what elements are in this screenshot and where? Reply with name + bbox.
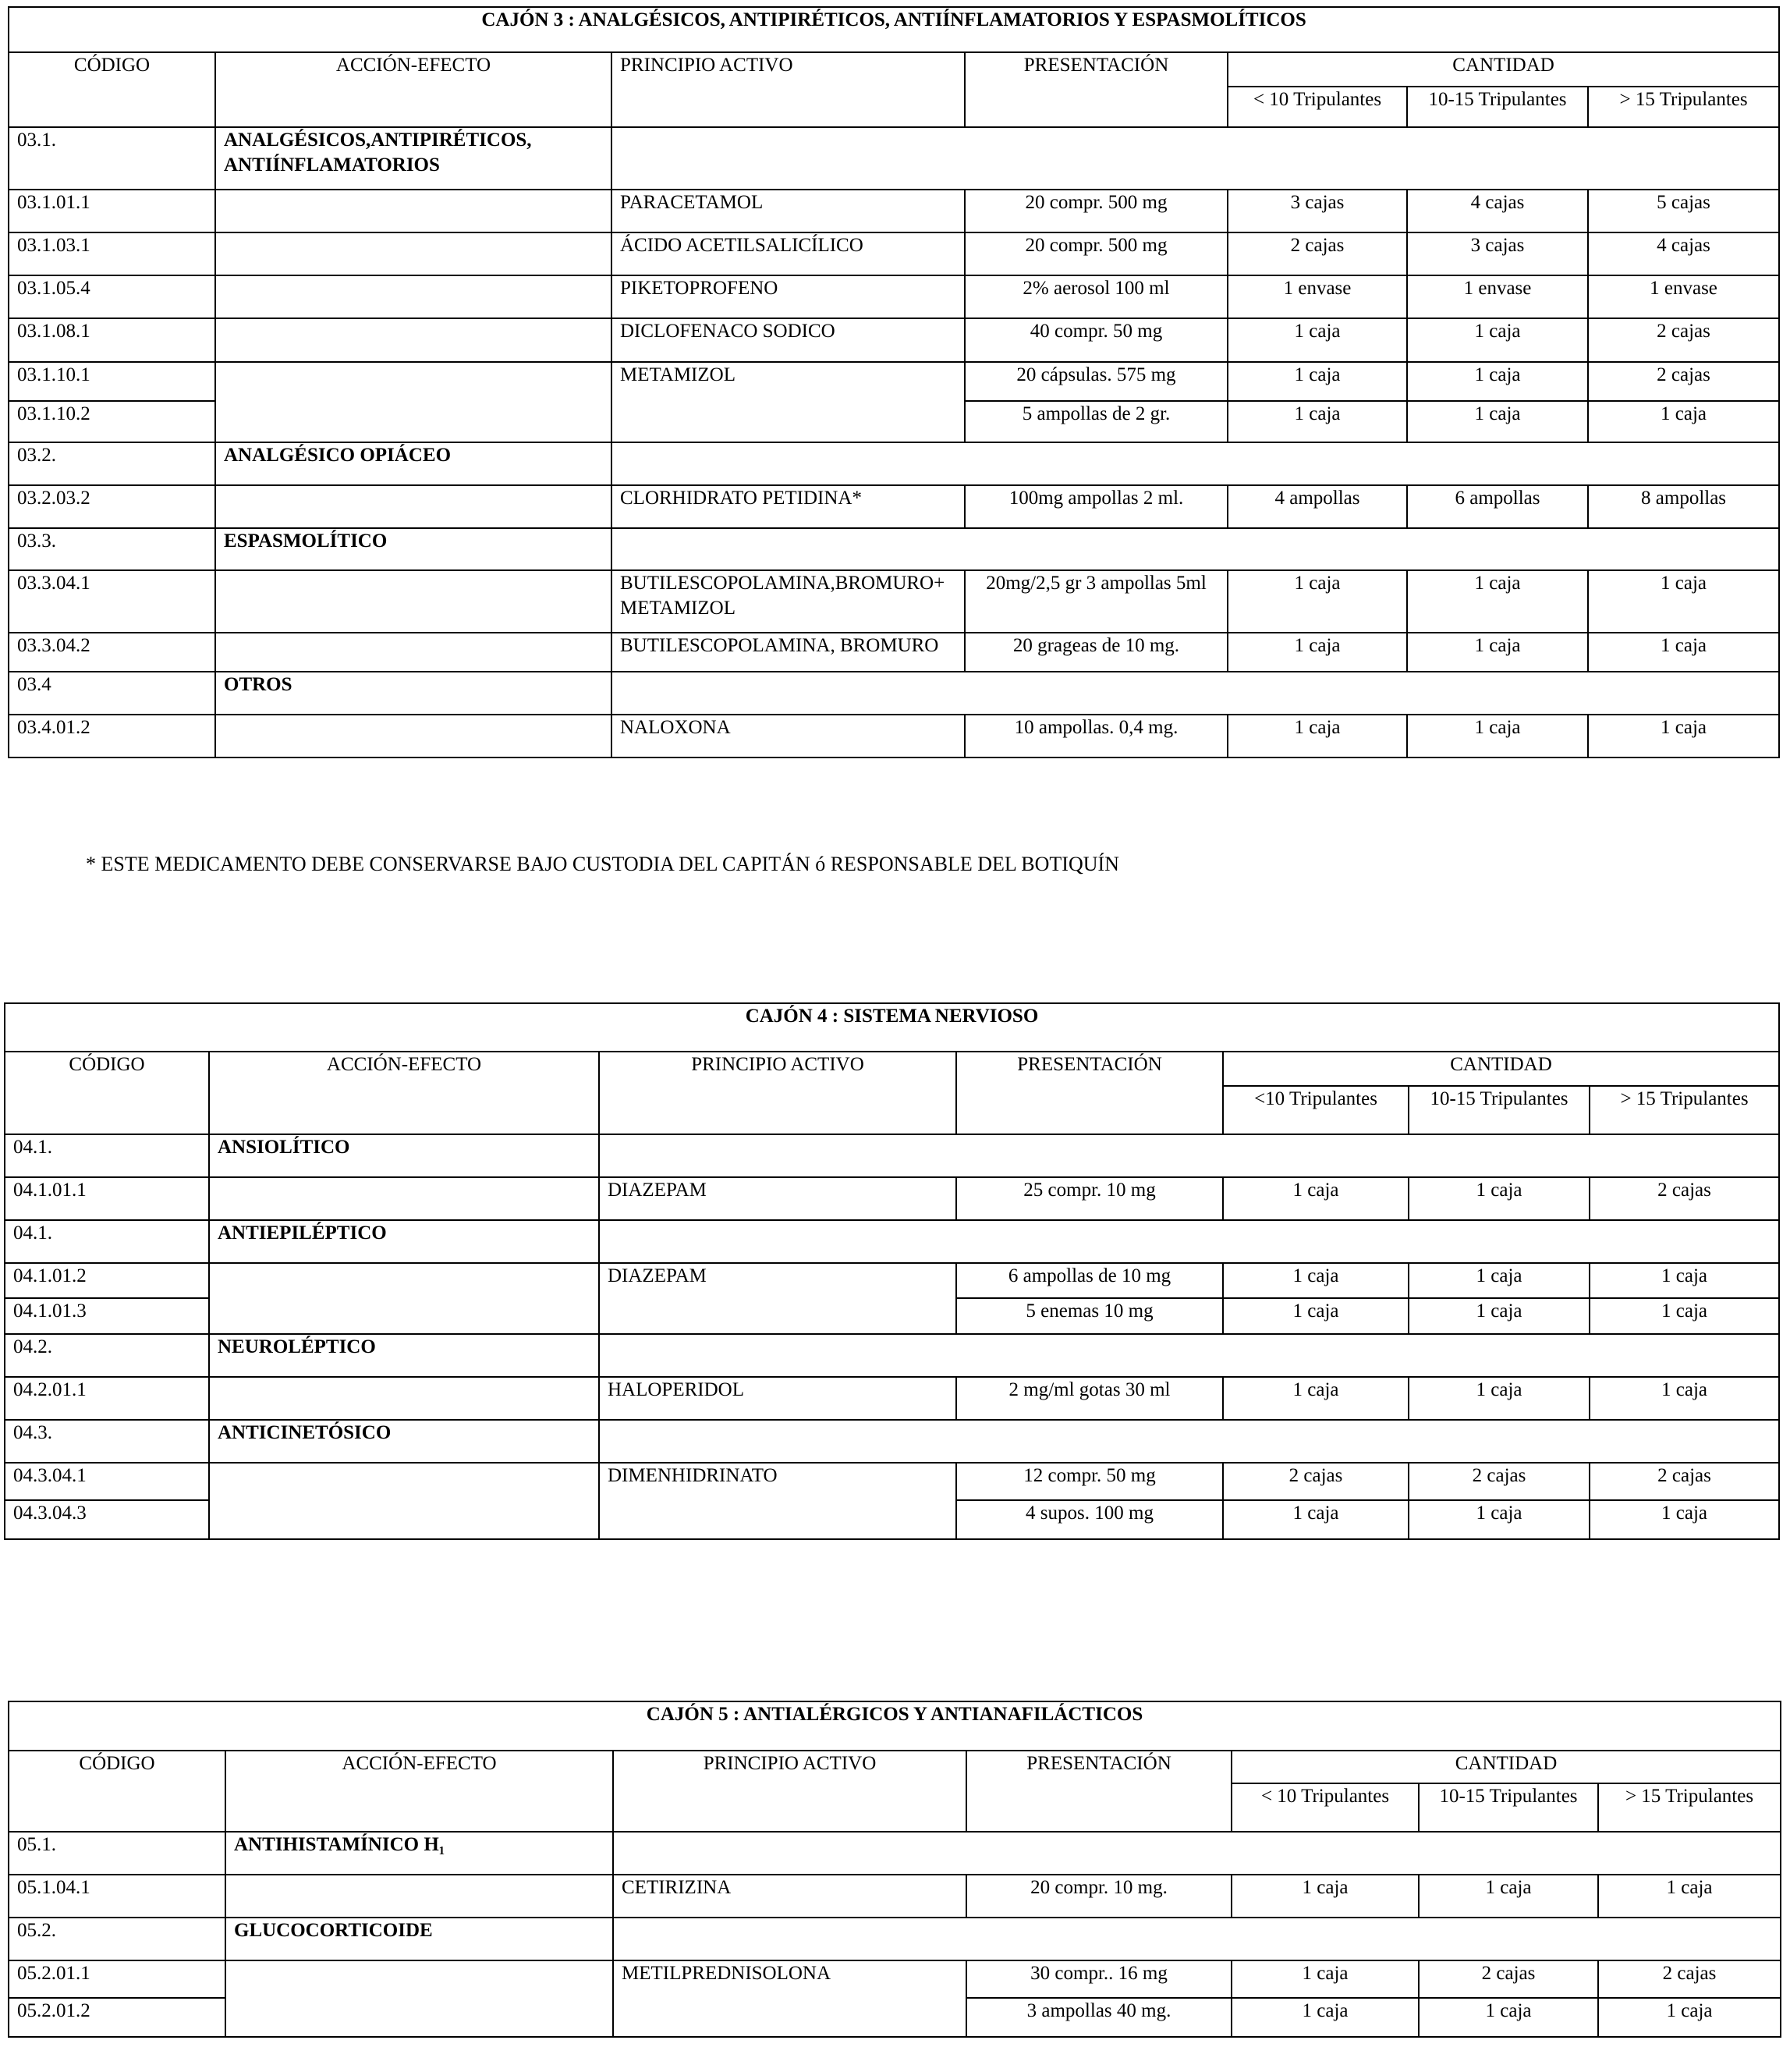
drawer-title: CAJÓN 4 : SISTEMA NERVIOSO bbox=[5, 1003, 1779, 1052]
cell-presentacion: 5 ampollas de 2 gr. bbox=[965, 401, 1228, 442]
section-row bbox=[9, 1918, 1781, 1960]
header-principio-activo: PRINCIPIO ACTIVO bbox=[599, 1052, 956, 1134]
cell-qty-gt15: 1 caja bbox=[1598, 1998, 1781, 2037]
cell-codigo: 05.2.01.2 bbox=[9, 1998, 225, 2037]
cell-qty-10-15: 1 caja bbox=[1409, 1177, 1590, 1220]
cell-accion: NEUROLÉPTICO bbox=[209, 1334, 599, 1377]
header-qty-lt10: <10 Tripulantes bbox=[1223, 1086, 1409, 1134]
cell-qty-lt10: 1 caja bbox=[1223, 1377, 1409, 1420]
cell-codigo: 03.1.08.1 bbox=[9, 318, 215, 362]
cell-presentacion: 4 supos. 100 mg bbox=[956, 1500, 1223, 1539]
cell-codigo: 03.3.04.2 bbox=[9, 633, 215, 672]
cell-presentacion: 20 compr. 500 mg bbox=[965, 190, 1228, 232]
section-row bbox=[9, 672, 1779, 715]
header-qty-gt15: > 15 Tripulantes bbox=[1598, 1783, 1781, 1832]
cell-presentacion: 20 cápsulas. 575 mg bbox=[965, 362, 1228, 401]
cell-principio: DIMENHIDRINATO bbox=[599, 1463, 956, 1539]
cell-accion: ANTIHISTAMÍNICO H₁ bbox=[225, 1832, 613, 1875]
cell-accion bbox=[225, 1875, 613, 1918]
cell-accion: ANALGÉSICO OPIÁCEO bbox=[215, 442, 611, 485]
cell-qty-10-15: 1 envase bbox=[1407, 275, 1588, 318]
cell-codigo: 05.2.01.1 bbox=[9, 1960, 225, 1998]
cell-empty bbox=[599, 1334, 1779, 1377]
cell-qty-lt10: 2 cajas bbox=[1228, 232, 1407, 275]
cell-principio: PIKETOPROFENO bbox=[611, 275, 965, 318]
cell-empty bbox=[611, 528, 1779, 570]
header-presentacion: PRESENTACIÓN bbox=[965, 52, 1228, 127]
cell-qty-gt15: 2 cajas bbox=[1588, 318, 1779, 362]
cell-qty-10-15: 6 ampollas bbox=[1407, 485, 1588, 528]
cell-qty-gt15: 1 envase bbox=[1588, 275, 1779, 318]
header-codigo: CÓDIGO bbox=[9, 52, 215, 127]
cell-codigo: 05.1.04.1 bbox=[9, 1875, 225, 1918]
cell-presentacion: 100mg ampollas 2 ml. bbox=[965, 485, 1228, 528]
cell-accion bbox=[215, 485, 611, 528]
cell-qty-lt10: 1 caja bbox=[1232, 1875, 1419, 1918]
header-accion-efecto: ACCIÓN-EFECTO bbox=[215, 52, 611, 127]
header-qty-10-15: 10-15 Tripulantes bbox=[1407, 87, 1588, 127]
cell-codigo: 03.1. bbox=[9, 127, 215, 190]
cell-qty-gt15: 8 ampollas bbox=[1588, 485, 1779, 528]
cell-accion: ESPASMOLÍTICO bbox=[215, 528, 611, 570]
cell-principio: BUTILESCOPOLAMINA,BROMURO+METAMIZOL bbox=[611, 570, 965, 633]
section-row bbox=[5, 1220, 1779, 1263]
cell-qty-lt10: 1 caja bbox=[1228, 570, 1407, 633]
drawer-3-table bbox=[8, 6, 1780, 758]
cell-qty-gt15: 2 cajas bbox=[1598, 1960, 1781, 1998]
cell-accion bbox=[215, 275, 611, 318]
section-row bbox=[9, 1832, 1781, 1875]
section-row bbox=[5, 1134, 1779, 1177]
cell-codigo: 04.1.01.3 bbox=[5, 1298, 209, 1334]
cell-qty-10-15: 2 cajas bbox=[1419, 1960, 1598, 1998]
cell-accion bbox=[209, 1263, 599, 1334]
cell-accion: ANTICINETÓSICO bbox=[209, 1420, 599, 1463]
section-row bbox=[9, 442, 1779, 485]
cell-qty-lt10: 1 caja bbox=[1228, 715, 1407, 757]
cell-qty-lt10: 3 cajas bbox=[1228, 190, 1407, 232]
cell-empty bbox=[613, 1832, 1781, 1875]
cell-qty-10-15: 1 caja bbox=[1407, 362, 1588, 401]
header-accion-efecto: ACCIÓN-EFECTO bbox=[209, 1052, 599, 1134]
cell-qty-lt10: 1 caja bbox=[1223, 1298, 1409, 1334]
cell-presentacion: 2% aerosol 100 ml bbox=[965, 275, 1228, 318]
cell-presentacion: 6 ampollas de 10 mg bbox=[956, 1263, 1223, 1298]
cell-qty-gt15: 1 caja bbox=[1588, 570, 1779, 633]
section-row bbox=[5, 1420, 1779, 1463]
cell-qty-gt15: 2 cajas bbox=[1588, 362, 1779, 401]
cell-presentacion: 25 compr. 10 mg bbox=[956, 1177, 1223, 1220]
cell-codigo: 03.2. bbox=[9, 442, 215, 485]
cell-qty-10-15: 2 cajas bbox=[1409, 1463, 1590, 1500]
table-row bbox=[9, 1960, 1781, 1998]
cell-qty-gt15: 1 caja bbox=[1590, 1298, 1779, 1334]
table-row bbox=[5, 1263, 1779, 1298]
cell-principio: CETIRIZINA bbox=[613, 1875, 966, 1918]
header-presentacion: PRESENTACIÓN bbox=[966, 1751, 1232, 1832]
table-row bbox=[5, 1377, 1779, 1420]
cell-codigo: 04.2. bbox=[5, 1334, 209, 1377]
cell-principio: METAMIZOL bbox=[611, 362, 965, 442]
cell-principio: NALOXONA bbox=[611, 715, 965, 757]
cell-presentacion: 20 grageas de 10 mg. bbox=[965, 633, 1228, 672]
cell-principio: DIAZEPAM bbox=[599, 1263, 956, 1334]
cell-qty-10-15: 1 caja bbox=[1409, 1298, 1590, 1334]
cell-qty-gt15: 1 caja bbox=[1590, 1263, 1779, 1298]
cell-qty-10-15: 1 caja bbox=[1407, 401, 1588, 442]
cell-principio: METILPREDNISOLONA bbox=[613, 1960, 966, 2037]
footnote: * ESTE MEDICAMENTO DEBE CONSERVARSE BAJO CUSTODIA DEL CAPITÁN ó RESPONSABLE DEL BOTIQUÍN bbox=[86, 853, 1119, 875]
cell-codigo: 03.4 bbox=[9, 672, 215, 715]
cell-presentacion: 2 mg/ml gotas 30 ml bbox=[956, 1377, 1223, 1420]
header-qty-gt15: > 15 Tripulantes bbox=[1590, 1086, 1779, 1134]
cell-qty-lt10: 4 ampollas bbox=[1228, 485, 1407, 528]
cell-qty-lt10: 1 caja bbox=[1228, 362, 1407, 401]
cell-codigo: 04.1.01.2 bbox=[5, 1263, 209, 1298]
drawer-title: CAJÓN 5 : ANTIALÉRGICOS Y ANTIANAFILÁCTICOS bbox=[9, 1701, 1781, 1751]
cell-presentacion: 3 ampollas 40 mg. bbox=[966, 1998, 1232, 2037]
cell-codigo: 04.3.04.3 bbox=[5, 1500, 209, 1539]
table-row bbox=[9, 633, 1779, 672]
table-row bbox=[9, 275, 1779, 318]
cell-accion: GLUCOCORTICOIDE bbox=[225, 1918, 613, 1960]
cell-qty-10-15: 1 caja bbox=[1407, 715, 1588, 757]
cell-principio: PARACETAMOL bbox=[611, 190, 965, 232]
cell-codigo: 04.1.01.1 bbox=[5, 1177, 209, 1220]
cell-empty bbox=[599, 1134, 1779, 1177]
table-row bbox=[9, 232, 1779, 275]
cell-qty-gt15: 1 caja bbox=[1598, 1875, 1781, 1918]
cell-accion bbox=[209, 1377, 599, 1420]
header-cantidad: CANTIDAD bbox=[1228, 52, 1779, 87]
cell-empty bbox=[613, 1918, 1781, 1960]
cell-qty-10-15: 1 caja bbox=[1419, 1875, 1598, 1918]
header-principio-activo: PRINCIPIO ACTIVO bbox=[613, 1751, 966, 1832]
cell-principio: ÁCIDO ACETILSALICÍLICO bbox=[611, 232, 965, 275]
cell-presentacion: 20mg/2,5 gr 3 ampollas 5ml bbox=[965, 570, 1228, 633]
header-qty-10-15: 10-15 Tripulantes bbox=[1419, 1783, 1598, 1832]
cell-qty-lt10: 1 caja bbox=[1232, 1960, 1419, 1998]
cell-qty-gt15: 1 caja bbox=[1590, 1377, 1779, 1420]
cell-codigo: 03.1.03.1 bbox=[9, 232, 215, 275]
cell-principio: CLORHIDRATO PETIDINA* bbox=[611, 485, 965, 528]
section-row bbox=[9, 528, 1779, 570]
header-codigo: CÓDIGO bbox=[5, 1052, 209, 1134]
cell-codigo: 04.3.04.1 bbox=[5, 1463, 209, 1500]
cell-qty-10-15: 1 caja bbox=[1407, 633, 1588, 672]
section-row bbox=[5, 1334, 1779, 1377]
cell-qty-gt15: 1 caja bbox=[1588, 633, 1779, 672]
table-row bbox=[9, 1875, 1781, 1918]
cell-accion: ANTIEPILÉPTICO bbox=[209, 1220, 599, 1263]
cell-accion bbox=[215, 318, 611, 362]
cell-codigo: 03.4.01.2 bbox=[9, 715, 215, 757]
cell-accion: ANALGÉSICOS,ANTIPIRÉTICOS, ANTIÍNFLAMATORIOS bbox=[215, 127, 611, 190]
cell-presentacion: 20 compr. 500 mg bbox=[965, 232, 1228, 275]
cell-accion bbox=[209, 1463, 599, 1539]
cell-qty-10-15: 1 caja bbox=[1409, 1500, 1590, 1539]
cell-qty-lt10: 1 caja bbox=[1228, 401, 1407, 442]
table-row bbox=[9, 715, 1779, 757]
cell-accion bbox=[215, 190, 611, 232]
cell-qty-lt10: 1 envase bbox=[1228, 275, 1407, 318]
table-row bbox=[9, 318, 1779, 362]
cell-empty bbox=[611, 127, 1779, 190]
cell-empty bbox=[611, 672, 1779, 715]
header-qty-lt10: < 10 Tripulantes bbox=[1228, 87, 1407, 127]
cell-qty-gt15: 2 cajas bbox=[1590, 1177, 1779, 1220]
cell-qty-lt10: 1 caja bbox=[1232, 1998, 1419, 2037]
cell-accion bbox=[215, 633, 611, 672]
cell-presentacion: 20 compr. 10 mg. bbox=[966, 1875, 1232, 1918]
cell-accion: OTROS bbox=[215, 672, 611, 715]
cell-qty-lt10: 1 caja bbox=[1228, 318, 1407, 362]
cell-accion bbox=[215, 715, 611, 757]
cell-qty-10-15: 1 caja bbox=[1409, 1263, 1590, 1298]
header-principio-activo: PRINCIPIO ACTIVO bbox=[611, 52, 965, 127]
header-cantidad: CANTIDAD bbox=[1232, 1751, 1781, 1783]
cell-qty-10-15: 1 caja bbox=[1419, 1998, 1598, 2037]
cell-accion bbox=[225, 1960, 613, 2037]
cell-presentacion: 12 compr. 50 mg bbox=[956, 1463, 1223, 1500]
cell-codigo: 03.1.10.2 bbox=[9, 401, 215, 442]
cell-qty-gt15: 2 cajas bbox=[1590, 1463, 1779, 1500]
cell-principio: HALOPERIDOL bbox=[599, 1377, 956, 1420]
header-qty-gt15: > 15 Tripulantes bbox=[1588, 87, 1779, 127]
table-row bbox=[5, 1177, 1779, 1220]
cell-presentacion: 30 compr.. 16 mg bbox=[966, 1960, 1232, 1998]
header-cantidad: CANTIDAD bbox=[1223, 1052, 1779, 1086]
drawer-title: CAJÓN 3 : ANALGÉSICOS, ANTIPIRÉTICOS, ANTIÍNFLAMATORIOS Y ESPASMOLÍTICOS bbox=[9, 7, 1779, 52]
cell-codigo: 04.3. bbox=[5, 1420, 209, 1463]
header-qty-10-15: 10-15 Tripulantes bbox=[1409, 1086, 1590, 1134]
cell-codigo: 05.1. bbox=[9, 1832, 225, 1875]
cell-principio: DICLOFENACO SODICO bbox=[611, 318, 965, 362]
cell-presentacion: 10 ampollas. 0,4 mg. bbox=[965, 715, 1228, 757]
cell-qty-10-15: 3 cajas bbox=[1407, 232, 1588, 275]
drawer-5-table bbox=[8, 1701, 1781, 2038]
cell-codigo: 04.2.01.1 bbox=[5, 1377, 209, 1420]
cell-codigo: 03.1.10.1 bbox=[9, 362, 215, 401]
header-accion-efecto: ACCIÓN-EFECTO bbox=[225, 1751, 613, 1832]
cell-qty-gt15: 4 cajas bbox=[1588, 232, 1779, 275]
cell-codigo: 03.3.04.1 bbox=[9, 570, 215, 633]
cell-codigo: 05.2. bbox=[9, 1918, 225, 1960]
cell-qty-lt10: 1 caja bbox=[1223, 1177, 1409, 1220]
header-codigo: CÓDIGO bbox=[9, 1751, 225, 1832]
cell-qty-lt10: 1 caja bbox=[1223, 1500, 1409, 1539]
cell-codigo: 03.1.01.1 bbox=[9, 190, 215, 232]
table-row bbox=[9, 570, 1779, 633]
cell-codigo: 04.1. bbox=[5, 1134, 209, 1177]
cell-qty-10-15: 1 caja bbox=[1407, 570, 1588, 633]
cell-codigo: 03.3. bbox=[9, 528, 215, 570]
cell-codigo: 03.2.03.2 bbox=[9, 485, 215, 528]
header-qty-lt10: < 10 Tripulantes bbox=[1232, 1783, 1419, 1832]
cell-principio: BUTILESCOPOLAMINA, BROMURO bbox=[611, 633, 965, 672]
cell-empty bbox=[599, 1420, 1779, 1463]
cell-qty-gt15: 1 caja bbox=[1590, 1500, 1779, 1539]
cell-accion bbox=[215, 362, 611, 442]
cell-empty bbox=[611, 442, 1779, 485]
cell-accion bbox=[209, 1177, 599, 1220]
cell-empty bbox=[599, 1220, 1779, 1263]
cell-qty-10-15: 4 cajas bbox=[1407, 190, 1588, 232]
cell-qty-10-15: 1 caja bbox=[1409, 1377, 1590, 1420]
cell-qty-gt15: 1 caja bbox=[1588, 715, 1779, 757]
table-row bbox=[5, 1463, 1779, 1500]
drawer-4-table bbox=[4, 1002, 1780, 1540]
cell-accion bbox=[215, 232, 611, 275]
cell-principio: DIAZEPAM bbox=[599, 1177, 956, 1220]
cell-codigo: 03.1.05.4 bbox=[9, 275, 215, 318]
cell-qty-lt10: 2 cajas bbox=[1223, 1463, 1409, 1500]
cell-qty-lt10: 1 caja bbox=[1228, 633, 1407, 672]
header-presentacion: PRESENTACIÓN bbox=[956, 1052, 1223, 1134]
cell-qty-gt15: 5 cajas bbox=[1588, 190, 1779, 232]
cell-accion: ANSIOLÍTICO bbox=[209, 1134, 599, 1177]
cell-qty-lt10: 1 caja bbox=[1223, 1263, 1409, 1298]
cell-qty-gt15: 1 caja bbox=[1588, 401, 1779, 442]
cell-presentacion: 5 enemas 10 mg bbox=[956, 1298, 1223, 1334]
table-row bbox=[9, 362, 1779, 401]
cell-presentacion: 40 compr. 50 mg bbox=[965, 318, 1228, 362]
cell-codigo: 04.1. bbox=[5, 1220, 209, 1263]
cell-accion bbox=[215, 570, 611, 633]
table-row bbox=[9, 190, 1779, 232]
cell-qty-10-15: 1 caja bbox=[1407, 318, 1588, 362]
section-row bbox=[9, 127, 1779, 190]
table-row bbox=[9, 485, 1779, 528]
